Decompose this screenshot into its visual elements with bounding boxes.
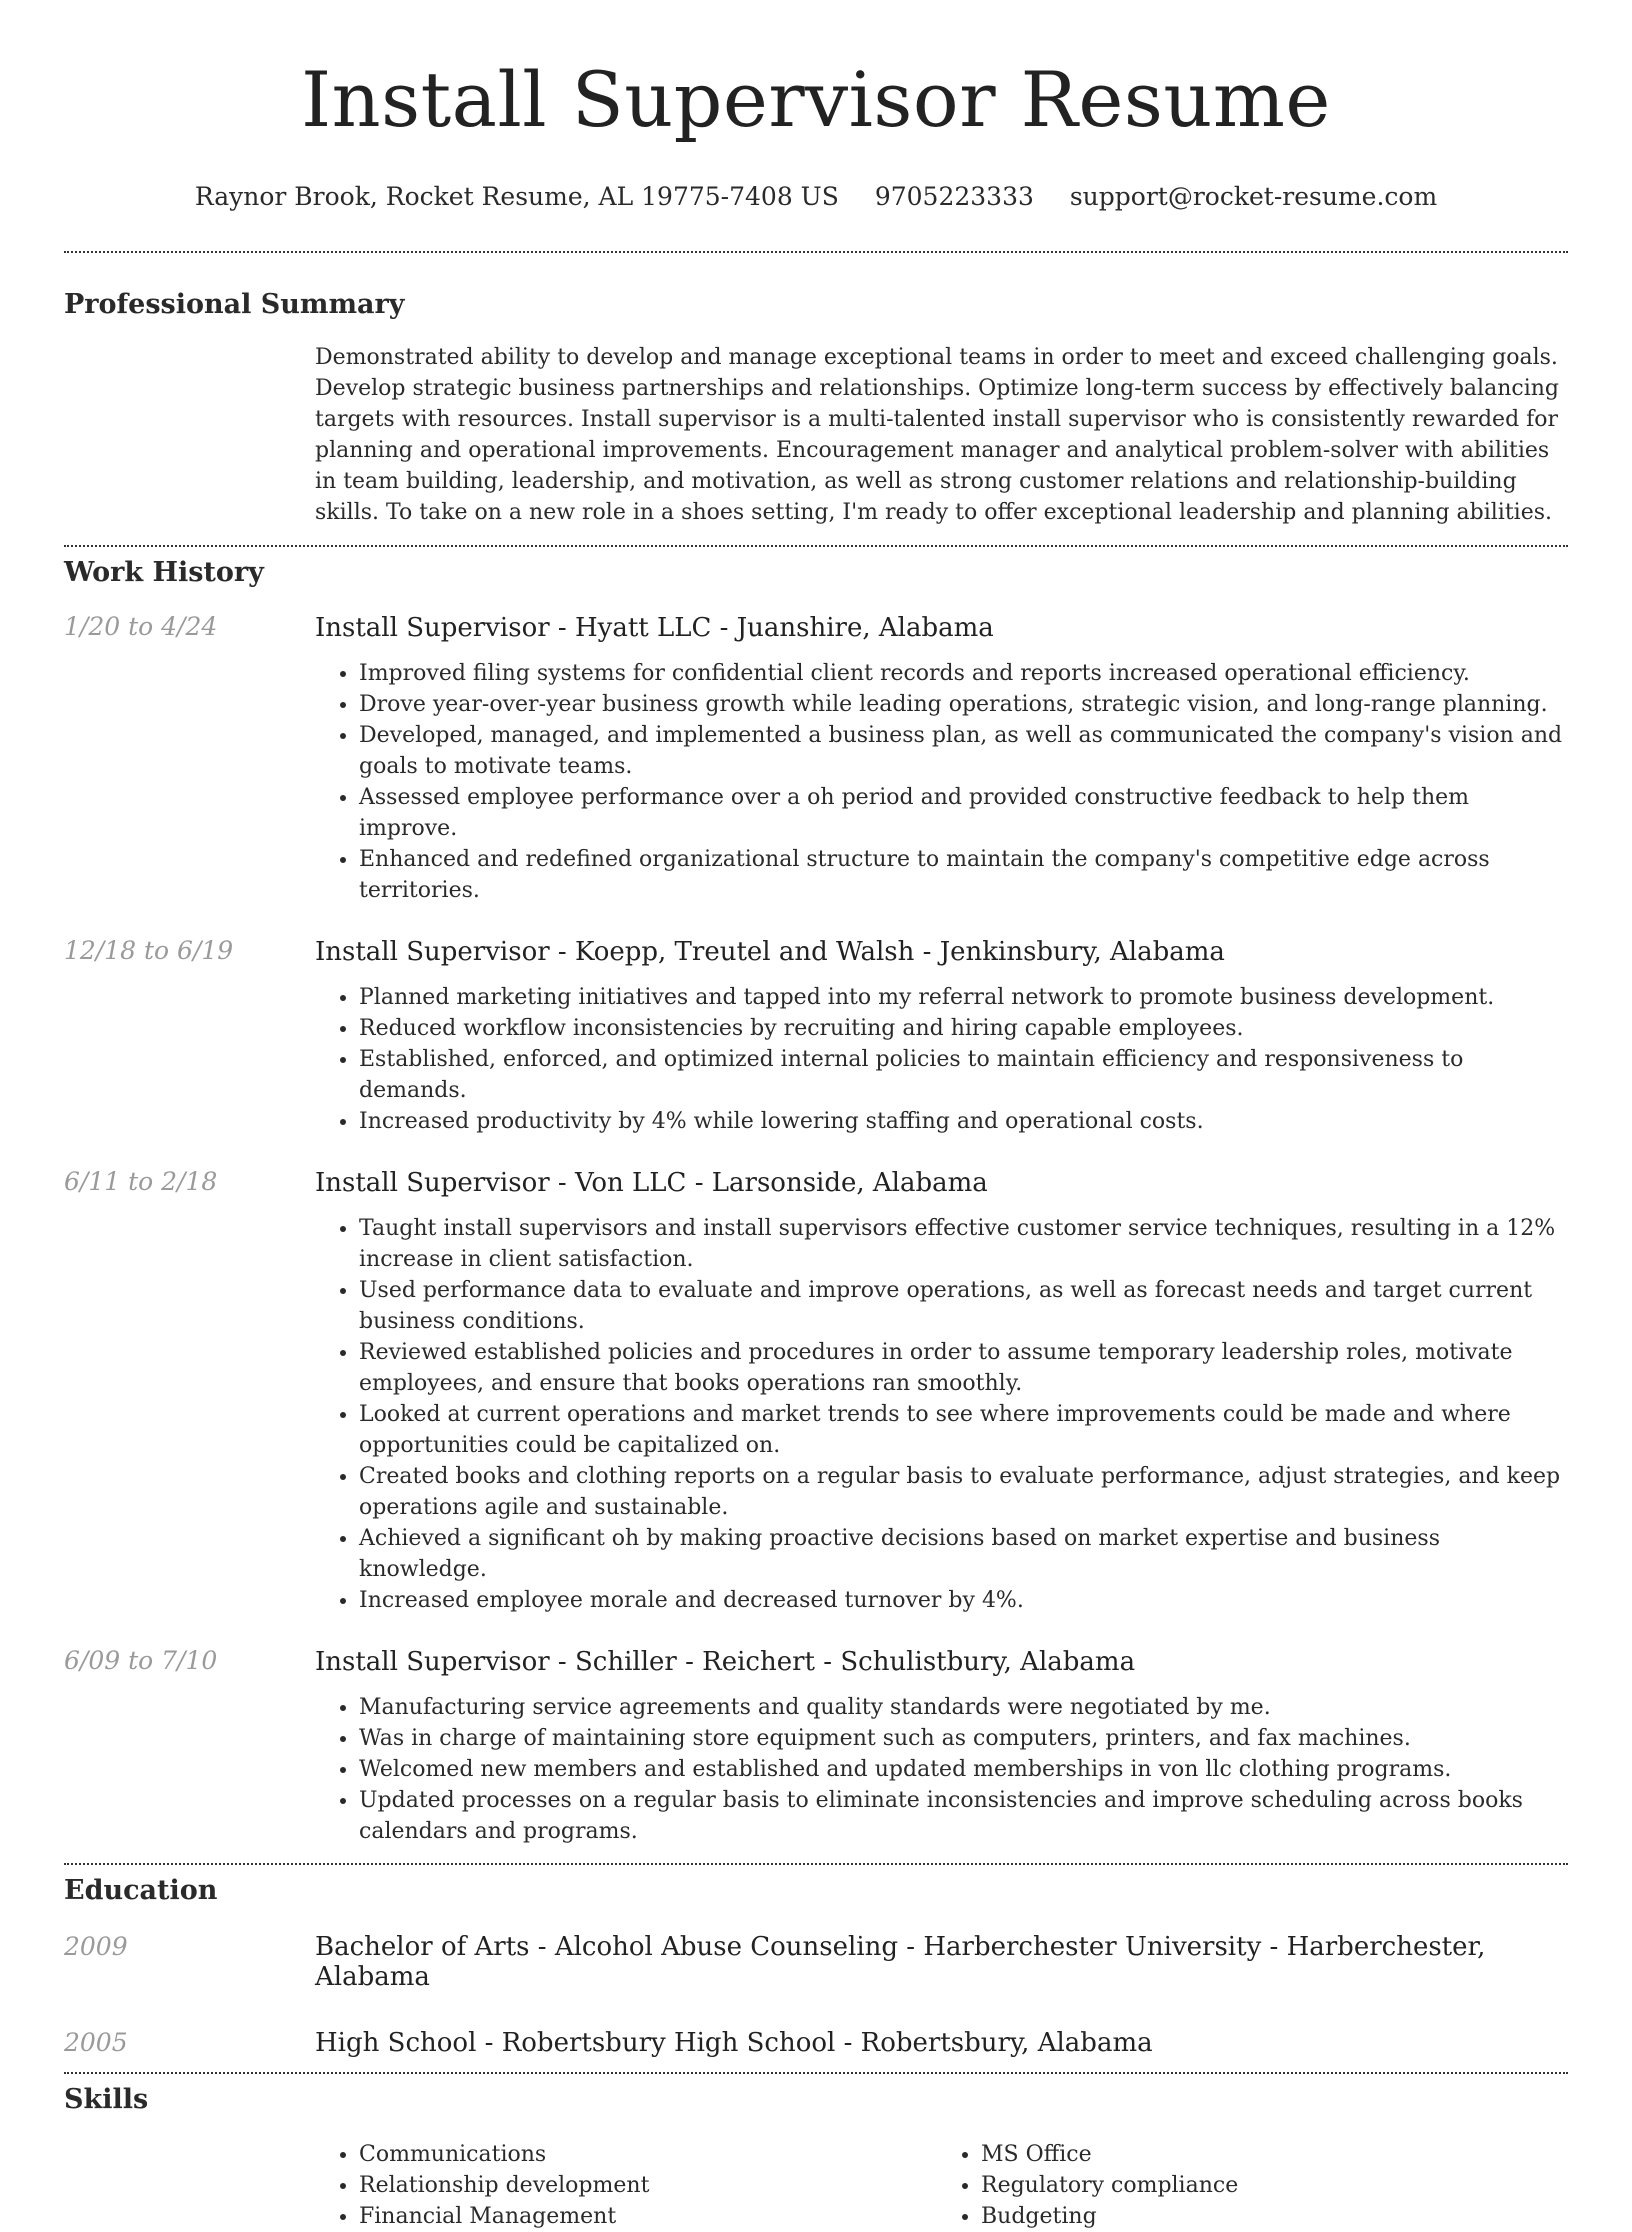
skills-column-right [929, 2139, 1551, 2232]
contact-phone: 9705223333 [874, 182, 1034, 211]
list-item: • Regulatory compliance [981, 2170, 1551, 2201]
section-title-education: Education [64, 1875, 218, 1906]
list-item: • Enhanced and redefined organizational structure to maintain the company's competitive edge across territories. [359, 844, 1568, 906]
education-year: 2005 [64, 2028, 128, 2057]
summary-text: Demonstrated ability to develop and manage exceptional teams in order to meet and exceed challenging goals. Develop strategic business partnerships and relationships. Optimize long-term success by effectively balancing targets with resources. Install supervisor is a multi-talented install supervisor who is consistently rewarded for planning and operational improvements. Encouragement manager and analytical problem-solver with abilities in team building, leadership, and motivation, as well as strong customer relations and relationship-building skills. To take on a new role in a shoes setting, I'm ready to offer exceptional leadership and planning abilities. [315, 345, 1559, 525]
job-entry [64, 936, 1568, 1137]
education-year: 2009 [64, 1932, 128, 1961]
job-bullets [315, 1692, 1568, 1847]
list-item: • Financial Management [359, 2201, 929, 2232]
list-item: • Communications [359, 2139, 929, 2170]
list-item: • Manufacturing service agreements and quality standards were negotiated by me. [359, 1692, 1568, 1723]
contact-line [64, 182, 1568, 211]
list-item: • Established, enforced, and optimized internal policies to maintain efficiency and responsiveness to demands. [359, 1044, 1568, 1106]
list-item: • Created books and clothing reports on a regular basis to evaluate performance, adjust strategies, and keep operations agile and sustainable. [359, 1461, 1568, 1523]
section-title-skills: Skills [64, 2084, 149, 2115]
contact-address: Raynor Brook, Rocket Resume, AL 19775-7408 US [194, 182, 839, 211]
job-title: Install Supervisor - Koepp, Treutel and Walsh - Jenkinsbury, Alabama [315, 937, 1225, 967]
job-dates: 12/18 to 6/19 [64, 936, 234, 965]
list-item: • Looked at current operations and market trends to see where improvements could be made and where opportunities could be capitalized on. [359, 1399, 1568, 1461]
list-item: • Reviewed established policies and procedures in order to assume temporary leadership roles, motivate employees, and ensure that books operations ran smoothly. [359, 1337, 1568, 1399]
job-dates: 6/11 to 2/18 [64, 1167, 218, 1196]
list-item: • Increased employee morale and decreased turnover by 4%. [359, 1585, 1568, 1616]
list-item: • Reduced workflow inconsistencies by recruiting and hiring capable employees. [359, 1013, 1568, 1044]
skills-section [64, 2074, 1568, 2232]
education-entry [64, 2028, 1568, 2058]
job-dates: 1/20 to 4/24 [64, 612, 218, 641]
job-bullets [315, 658, 1568, 906]
summary-section [64, 253, 1568, 528]
education-details: Bachelor of Arts - Alcohol Abuse Counseling - Harberchester University - Harberchester, Alabama [315, 1932, 1486, 1992]
list-item: • MS Office [981, 2139, 1551, 2170]
list-item: • Relationship development [359, 2170, 929, 2201]
list-item: • Welcomed new members and established and updated memberships in von llc clothing programs. [359, 1754, 1568, 1785]
job-entry [64, 1167, 1568, 1616]
list-item: • Assessed employee performance over a oh period and provided constructive feedback to help them improve. [359, 782, 1568, 844]
list-item: • Drove year-over-year business growth while leading operations, strategic vision, and long-range planning. [359, 689, 1568, 720]
work-history-section [64, 547, 1568, 1847]
section-title-summary: Professional Summary [64, 289, 405, 320]
education-details: High School - Robertsbury High School - Robertsbury, Alabama [315, 2028, 1153, 2058]
list-item: • Achieved a significant oh by making proactive decisions based on market expertise and business knowledge. [359, 1523, 1568, 1585]
job-bullets [315, 1213, 1568, 1616]
job-dates: 6/09 to 7/10 [64, 1646, 218, 1675]
job-title: Install Supervisor - Schiller - Reichert - Schulistbury, Alabama [315, 1647, 1136, 1677]
job-title: Install Supervisor - Von LLC - Larsonside, Alabama [315, 1168, 988, 1198]
list-item: • Improved filing systems for confidential client records and reports increased operational efficiency. [359, 658, 1568, 689]
section-title-work-history: Work History [64, 557, 264, 588]
list-item: • Used performance data to evaluate and improve operations, as well as forecast needs and target current business conditions. [359, 1275, 1568, 1337]
list-item: • Developed, managed, and implemented a business plan, as well as communicated the company's vision and goals to motivate teams. [359, 720, 1568, 782]
page-title: Install Supervisor Resume [301, 55, 1331, 144]
job-title: Install Supervisor - Hyatt LLC - Juanshire, Alabama [315, 613, 994, 643]
list-item: • Was in charge of maintaining store equipment such as computers, printers, and fax machines. [359, 1723, 1568, 1754]
job-bullets [315, 982, 1568, 1137]
skills-column-left [315, 2139, 929, 2232]
list-item: • Planned marketing initiatives and tapped into my referral network to promote business development. [359, 982, 1568, 1013]
education-entry [64, 1932, 1568, 1992]
education-section [64, 1865, 1568, 2058]
list-item: • Updated processes on a regular basis to eliminate inconsistencies and improve scheduling across books calendars and programs. [359, 1785, 1568, 1847]
job-entry [64, 1646, 1568, 1847]
resume-header [64, 0, 1568, 211]
list-item: • Budgeting [981, 2201, 1551, 2232]
skills-list [315, 2139, 1568, 2232]
job-entry [64, 612, 1568, 906]
list-item: • Increased productivity by 4% while lowering staffing and operational costs. [359, 1106, 1568, 1137]
list-item: • Taught install supervisors and install supervisors effective customer service techniques, resulting in a 12% increase in client satisfaction. [359, 1213, 1568, 1275]
contact-email: support@rocket-resume.com [1069, 182, 1438, 211]
